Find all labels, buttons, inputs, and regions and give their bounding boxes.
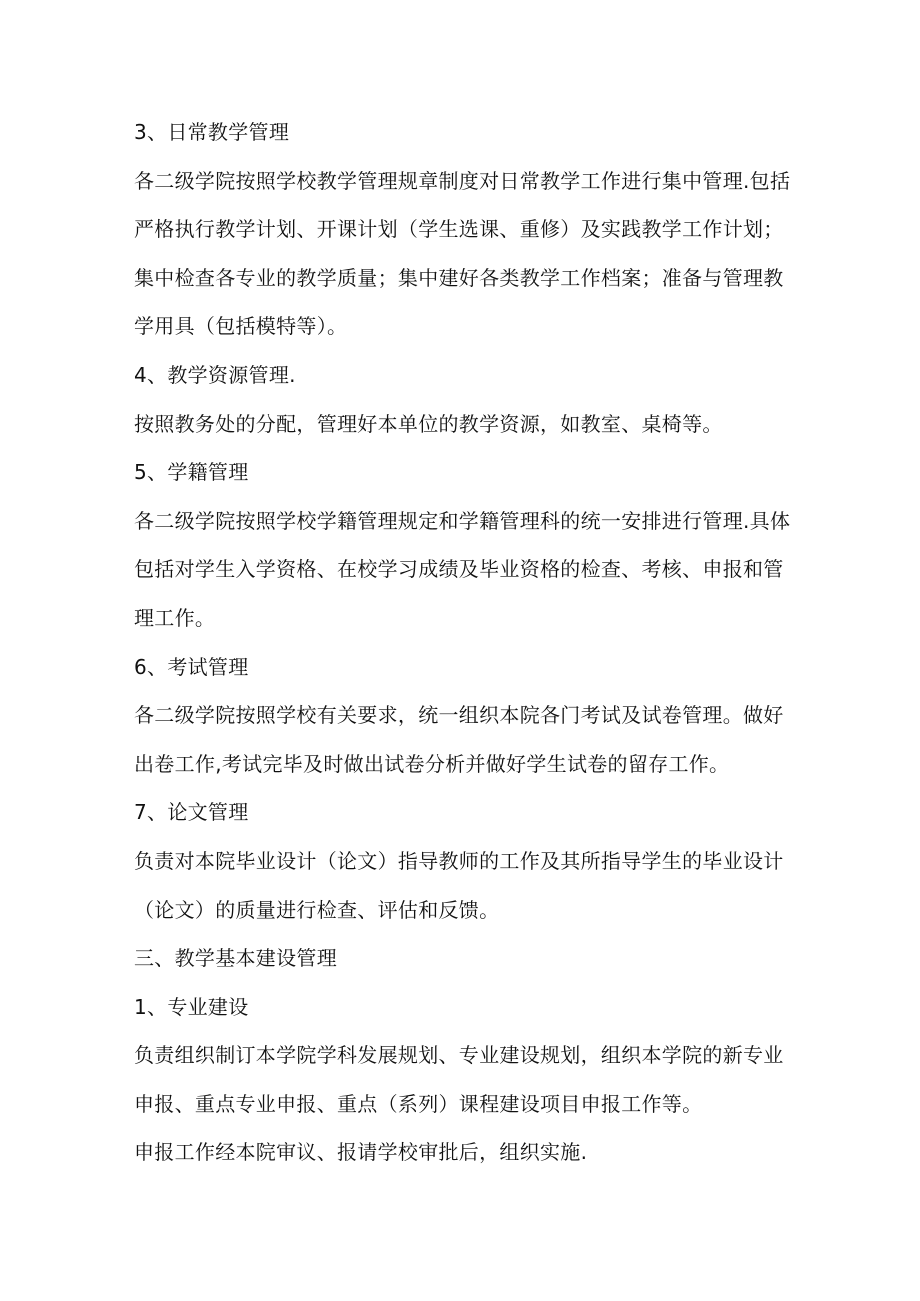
paragraph-line: 严格执行教学计划、开课计划（学生选课、重修）及实践教学工作计划； [134, 217, 784, 242]
heading-daily-teaching-management: 3、日常教学管理 [134, 120, 290, 144]
paragraph-line: 学用具（包括模特等）。 [134, 314, 348, 339]
paragraph-line: 申报、重点专业申报、重点（系列）课程建设项目申报工作等。 [134, 1091, 703, 1116]
paragraph-line: 各二级学院按照学校教学管理规章制度对日常教学工作进行集中管理.包括 [134, 168, 791, 193]
paragraph-line: 理工作。 [134, 605, 216, 630]
paragraph-line: 各二级学院按照学校学籍管理规定和学籍管理科的统一安排进行管理.具体 [134, 508, 791, 533]
paragraph-line: 按照教务处的分配，管理好本单位的教学资源，如教室、桌椅等。 [134, 411, 723, 436]
paragraph-line: （论文）的质量进行检查、评估和反馈。 [134, 897, 500, 922]
heading-teaching-resource-management: 4、教学资源管理. [134, 362, 296, 387]
paragraph-line: 集中检查各专业的教学质量；集中建好各类教学工作档案；准备与管理教 [134, 265, 784, 290]
heading-student-status-management: 5、学籍管理 [134, 460, 249, 485]
paragraph-line: 申报工作经本院审议、报请学校审批后，组织实施. [134, 1140, 588, 1165]
paragraph-line: 负责组织制订本学院学科发展规划、专业建设规划，组织本学院的新专业 [134, 1043, 784, 1068]
heading-exam-management: 6、考试管理 [134, 654, 249, 679]
section-heading-basic-construction: 三、教学基本建设管理 [134, 946, 337, 971]
paragraph-line: 负责对本院毕业设计（论文）指导教师的工作及其所指导学生的毕业设计 [134, 848, 784, 873]
document-body [134, 108, 794, 1177]
paragraph-line: 出卷工作,考试完毕及时做出试卷分析并做好学生试卷的留存工作。 [134, 751, 730, 776]
paragraph-line: 包括对学生入学资格、在校学习成绩及毕业资格的检查、考核、申报和管 [134, 557, 784, 582]
paragraph-line: 各二级学院按照学校有关要求，统一组织本院各门考试及试卷管理。做好 [134, 703, 784, 728]
heading-thesis-management: 7、论文管理 [134, 800, 249, 825]
heading-major-construction: 1、专业建设 [134, 994, 249, 1019]
